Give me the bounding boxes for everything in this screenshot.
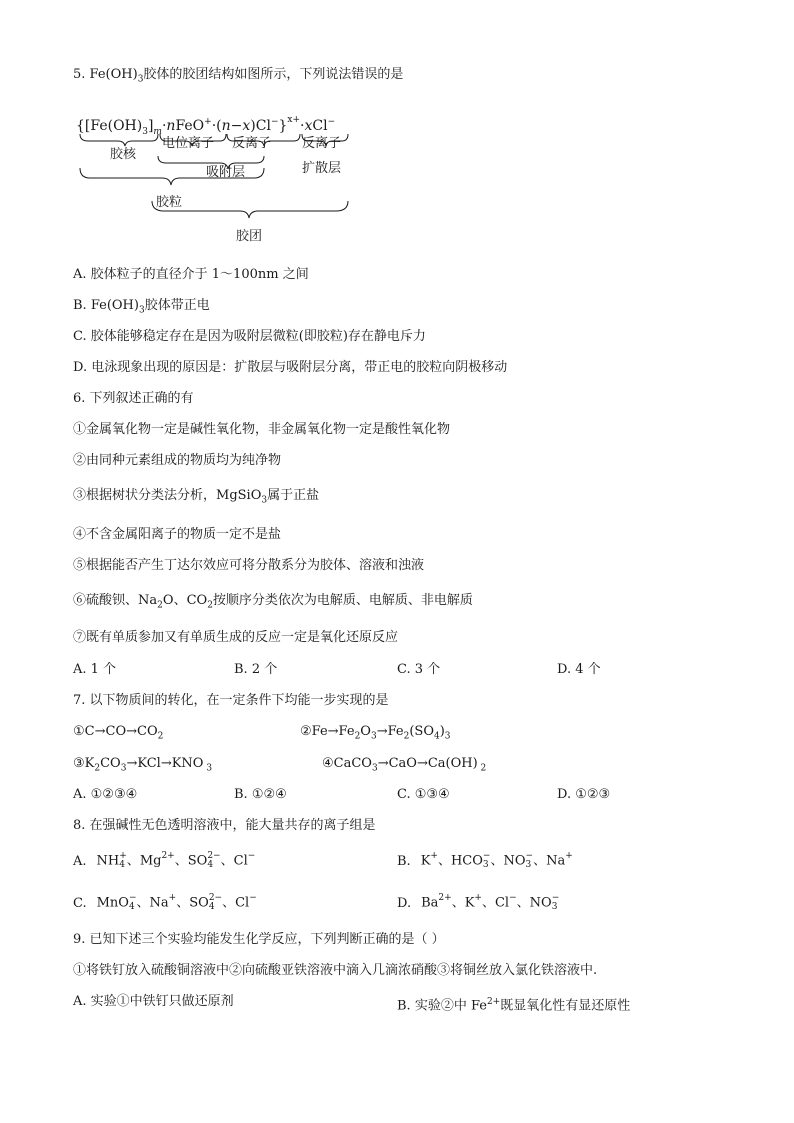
q5-stem: 5. $Fe(OH)_3$胶体的胶团结构如图所示，下列说法错误的是 [73, 67, 404, 85]
q6-option-b: B. 2 个 [234, 662, 278, 677]
ion: NO − 3 [503, 851, 534, 870]
q7-option-b: B. ①②④ [234, 787, 287, 802]
ion: Mg 2+ [139, 851, 175, 869]
q6-statement-4: ④不含金属阳离子的物质一定不是盐 [73, 527, 282, 542]
ion: SO 2− 4 [187, 851, 221, 870]
q7-item-1: $①C\to CO\to CO_2$ [73, 724, 164, 742]
micelle-formula: $\{[Fe(OH)_3]_m\cdot nFeO^+\cdot(n-x)Cl^-\}^{x+}\cdot xCl^-$ [76, 115, 336, 137]
q8-option-c: C. MnO − 4 、Na + 、SO 2− 4 、Cl − [73, 893, 257, 912]
option-label: D. [397, 895, 412, 911]
q7-option-a: A. ①②③④ [73, 787, 138, 802]
ion: Na + [546, 851, 573, 869]
option-label: B. [397, 853, 411, 869]
q8-option-a: A. NH + 4 、Mg 2+ 、SO 2− 4 、Cl − [73, 851, 256, 870]
q5-option-a: A. 胶体粒子的直径介于 1～100nm 之间 [73, 267, 309, 282]
q7-option-c: C. ①③④ [397, 787, 450, 802]
q5-option-c: C. 胶体能够稳定存在是因为吸附层微粒(即胶粒)存在静电斥力 [73, 329, 426, 344]
q7-item-2: $②Fe\to Fe_2O_3\to Fe_2(SO_4)_3$ [300, 724, 451, 742]
q6-statement-2: ②由同种元素组成的物质均为纯净物 [73, 453, 282, 468]
label-particle: 胶粒 [156, 195, 183, 210]
q7-option-d: D. ①②③ [557, 787, 611, 802]
q9-option-a: A. 实验①中铁钉只做还原剂 [73, 994, 234, 1009]
q6-option-c: C. 3 个 [397, 662, 441, 677]
q5-option-d: D. 电泳现象出现的原因是：扩散层与吸附层分离，带正电的胶粒向阴极移动 [73, 360, 508, 375]
ion: SO 2− 4 [189, 893, 223, 912]
q6-option-a: A. 1 个 [73, 662, 117, 677]
q6-statement-7: ⑦既有单质参加又有单质生成的反应一定是氧化还原反应 [73, 630, 399, 645]
ion: NO − 3 [529, 893, 560, 912]
label-adsorb: 吸附层 [206, 165, 246, 180]
ion: Cl − [235, 893, 257, 911]
q9-stem: 9. 已知下述三个实验均能发生化学反应，下列判断正确的是（ ） [73, 932, 445, 947]
q7-item-3: $③K_2CO_3\to KCl\to KNO$ $_3$ [73, 756, 213, 774]
q9-option-b: B. 实验②中 $Fe^{2+}$既显氧化性有显还原性 [397, 997, 631, 1014]
micelle-structure-diagram [70, 108, 370, 248]
label-diffuse: 扩散层 [302, 161, 342, 176]
ion: Ba 2+ [421, 893, 452, 911]
ion: NH + 4 [96, 851, 127, 870]
q8-option-d: D. Ba 2+ 、K + 、Cl − 、NO − 3 [397, 893, 560, 912]
q6-stem: 6. 下列叙述正确的有 [73, 391, 194, 406]
ion: Cl − [233, 851, 256, 869]
q9-experiments: ①将铁钉放入硫酸铜溶液中②向硫酸亚铁溶液中滴入几滴浓硝酸③将铜丝放入氯化铁溶液中. [73, 963, 598, 978]
ion: HCO − 3 [450, 851, 491, 870]
ion: K + [464, 893, 482, 911]
q7-item-4: ④CaCO$_3$→CaO→Ca(OH) $_2$ [322, 756, 487, 774]
q6-statement-1: ①金属氧化物一定是碱性氧化物，非金属氧化物一定是酸性氧化物 [73, 422, 451, 437]
ion: Na + [149, 893, 177, 911]
option-label: A. [73, 853, 87, 869]
ion: MnO − 4 [96, 893, 137, 912]
q6-statement-6: ⑥硫酸钡、$Na_2O$、$CO_2$按顺序分类依次为电解质、电解质、非电解质 [73, 593, 473, 611]
label-core: 胶核 [110, 147, 137, 162]
label-micelle: 胶团 [236, 229, 263, 244]
ion: Cl − [494, 893, 517, 911]
q5-option-b: B. $Fe(OH)_3$胶体带正电 [73, 298, 210, 316]
q6-option-d: D. 4 个 [557, 662, 601, 677]
q8-stem: 8. 在强碱性无色透明溶液中，能大量共存的离子组是 [73, 818, 376, 833]
q6-statement-5: ⑤根据能否产生丁达尔效应可将分散系分为胶体、溶液和浊液 [73, 558, 425, 573]
q8-option-b: B. K + 、HCO − 3 、NO − 3 、Na + [397, 851, 573, 870]
label-potential: 电位离子 [162, 136, 215, 151]
ion: K + [420, 851, 438, 869]
q7-stem: 7. 以下物质间的转化，在一定条件下均能一步实现的是 [73, 693, 389, 708]
option-label: C. [73, 895, 87, 911]
label-counter1: 反离子 [232, 136, 272, 151]
q6-statement-3: ③根据树状分类法分析，MgSiO$_3$属于正盐 [73, 488, 320, 506]
label-counter2: 反离子 [302, 136, 342, 151]
